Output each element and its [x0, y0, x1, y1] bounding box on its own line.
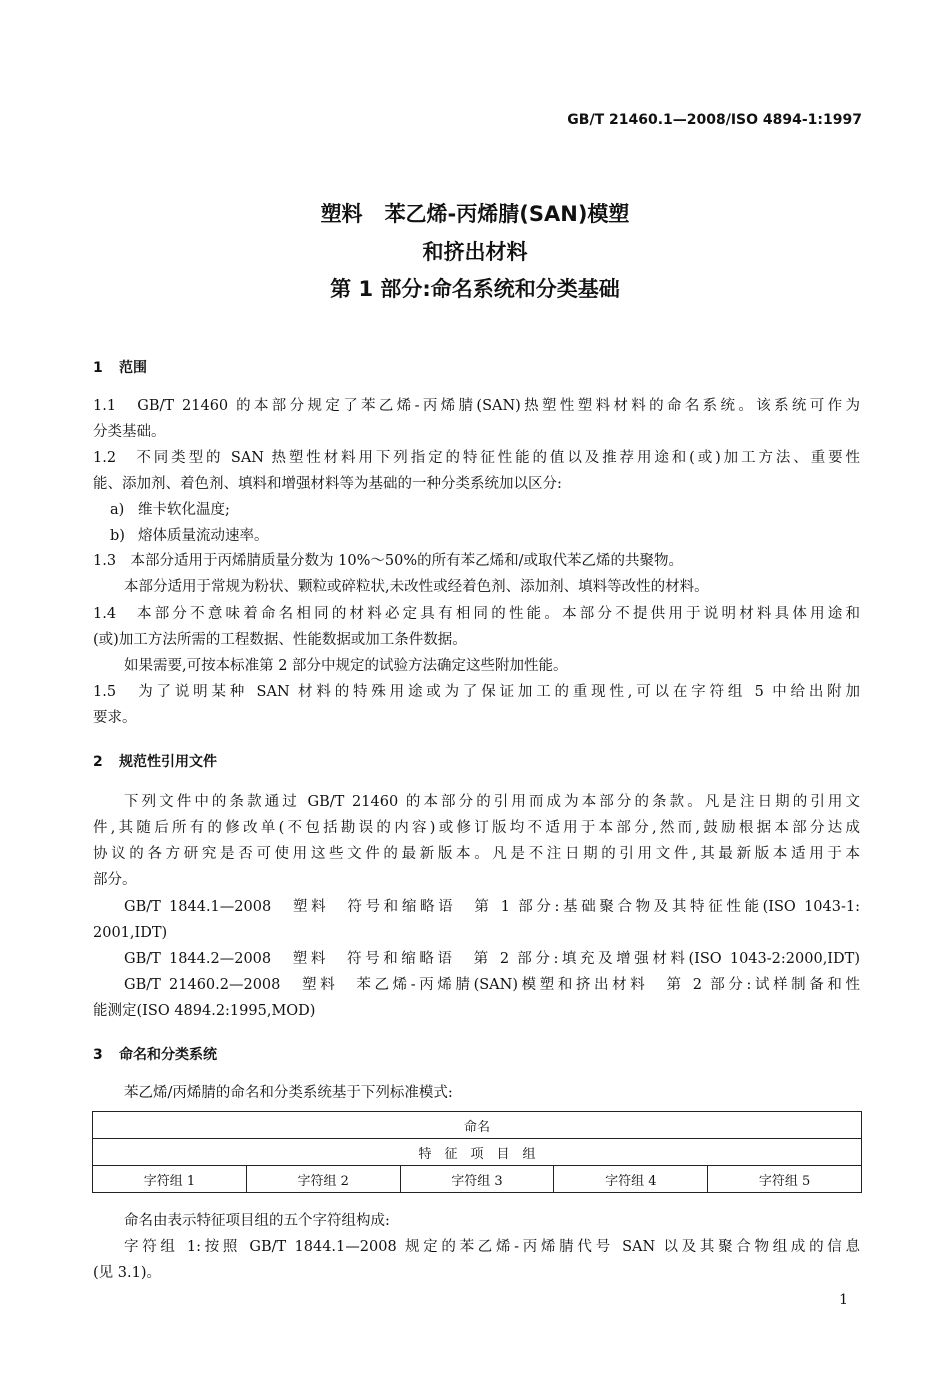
- section-2-para-line-4: 部分。: [93, 872, 137, 888]
- designation-model-table: [92, 1111, 862, 1193]
- clause-1-5-line-1: 1.5 为了说明某种 SAN 材料的特殊用途或为了保证加工的重现性,可以在字符组 5 中给出附加: [93, 684, 860, 700]
- clause-1-4-line-1: 1.4 本部分不意味着命名相同的材料必定具有相同的性能。本部分不提供用于说明材料具体用途和: [93, 606, 860, 622]
- section-3-intro: 苯乙烯/丙烯腈的命名和分类系统基于下列标准模式:: [124, 1085, 453, 1101]
- section-2-para-line-2: 件,其随后所有的修改单(不包括勘误的内容)或修订版均不适用于本部分,然而,鼓励根据本部分达成: [93, 820, 860, 836]
- list-item-b-text: 熔体质量流动速率。: [138, 528, 269, 544]
- clause-1-5-line-2: 要求。: [93, 710, 137, 726]
- table-row: [93, 1139, 862, 1166]
- section-3-after-table-line-1: 命名由表示特征项目组的五个字符组构成:: [124, 1213, 390, 1229]
- reference-1-line-1: GB/T 1844.1—2008 塑料 符号和缩略语 第 1 部分:基础聚合物及其特征性能(ISO 1043-1:: [124, 899, 860, 915]
- table-row: [93, 1112, 862, 1139]
- section-2-para-line-1: 下列文件中的条款通过 GB/T 21460 的本部分的引用而成为本部分的条款。凡是注日期的引用文: [124, 794, 860, 810]
- clause-1-2-line-2: 能、添加剂、着色剂、填料和增强材料等为基础的一种分类系统加以区分:: [93, 476, 562, 492]
- section-2-title: 规范性引用文件: [119, 754, 217, 770]
- title-line-1-part-b: 苯乙烯-丙烯腈(SAN)模塑: [384, 202, 630, 226]
- reference-2: GB/T 1844.2—2008 塑料 符号和缩略语 第 2 部分:填充及增强材料(ISO 1043-2:2000,IDT): [124, 951, 860, 967]
- section-2-para-line-3: 协议的各方研究是否可使用这些文件的最新版本。凡是不注日期的引用文件,其最新版本适用于本: [93, 846, 860, 862]
- section-1-heading: [93, 357, 147, 377]
- clause-1-3-line-2: 本部分适用于常规为粉状、颗粒或碎粒状,未改性或经着色剂、添加剂、填料等改性的材料。: [124, 579, 709, 595]
- table-cell-group-2: 字符组 2: [246, 1166, 400, 1193]
- clause-1-4-line-3: 如果需要,可按本标准第 2 部分中规定的试验方法确定这些附加性能。: [124, 658, 568, 674]
- list-item-a: [110, 500, 230, 520]
- reference-1-line-2: 2001,IDT): [93, 925, 168, 941]
- section-3-after-table-line-3: (见 3.1)。: [93, 1265, 161, 1281]
- table-cell-designation: 命名: [93, 1112, 862, 1139]
- clause-1-1-line-2: 分类基础。: [93, 424, 166, 440]
- title-line-3: 第 1 部分:命名系统和分类基础: [330, 277, 620, 301]
- page-number: 1: [839, 1292, 848, 1308]
- section-3-heading: [93, 1044, 217, 1064]
- reference-3-line-2: 能测定(ISO 4894.2:1995,MOD): [93, 1003, 316, 1019]
- reference-3-line-1: GB/T 21460.2—2008 塑料 苯乙烯-丙烯腈(SAN)模塑和挤出材料 第 2 部分:试样制备和性: [124, 977, 860, 993]
- table-cell-group-5: 字符组 5: [708, 1166, 862, 1193]
- section-3-title: 命名和分类系统: [119, 1047, 217, 1063]
- table-cell-feature-groups: 特 征 项 目 组: [93, 1139, 862, 1166]
- section-1-title: 范围: [119, 360, 147, 376]
- clause-1-2-line-1: 1.2 不同类型的 SAN 热塑性材料用下列指定的特征性能的值以及推荐用途和(或)加工方法、重要性: [93, 450, 860, 466]
- clause-1-1-line-1: 1.1 GB/T 21460 的本部分规定了苯乙烯-丙烯腈(SAN)热塑性塑料材料的命名系统。该系统可作为: [93, 398, 860, 414]
- section-2-heading: [93, 751, 217, 771]
- list-item-a-text: 维卡软化温度;: [138, 502, 230, 518]
- section-3-after-table-line-2: 字符组 1:按照 GB/T 1844.1—2008 规定的苯乙烯-丙烯腈代号 SAN 以及其聚合物组成的信息: [124, 1239, 860, 1255]
- title-line-2: 和挤出材料: [422, 240, 528, 264]
- section-2-number: 2: [93, 754, 103, 770]
- section-3-number: 3: [93, 1047, 103, 1063]
- section-1-number: 1: [93, 360, 103, 376]
- title-line-1-part-a: 塑料: [320, 202, 363, 226]
- table-cell-group-1: 字符组 1: [93, 1166, 247, 1193]
- list-item-a-label: a): [110, 502, 125, 518]
- clause-1-4-line-2: (或)加工方法所需的工程数据、性能数据或加工条件数据。: [93, 632, 467, 648]
- table-cell-group-4: 字符组 4: [554, 1166, 708, 1193]
- list-item-b-label: b): [110, 528, 125, 544]
- list-item-b: [110, 526, 269, 546]
- table-row: [93, 1166, 862, 1193]
- table-cell-group-3: 字符组 3: [400, 1166, 554, 1193]
- standard-code: GB/T 21460.1—2008/ISO 4894-1:1997: [567, 112, 862, 128]
- title-line-1: [0, 198, 950, 228]
- clause-1-3-line-1: 1.3 本部分适用于丙烯腈质量分数为 10%～50%的所有苯乙烯和/或取代苯乙烯的共聚物。: [93, 553, 684, 569]
